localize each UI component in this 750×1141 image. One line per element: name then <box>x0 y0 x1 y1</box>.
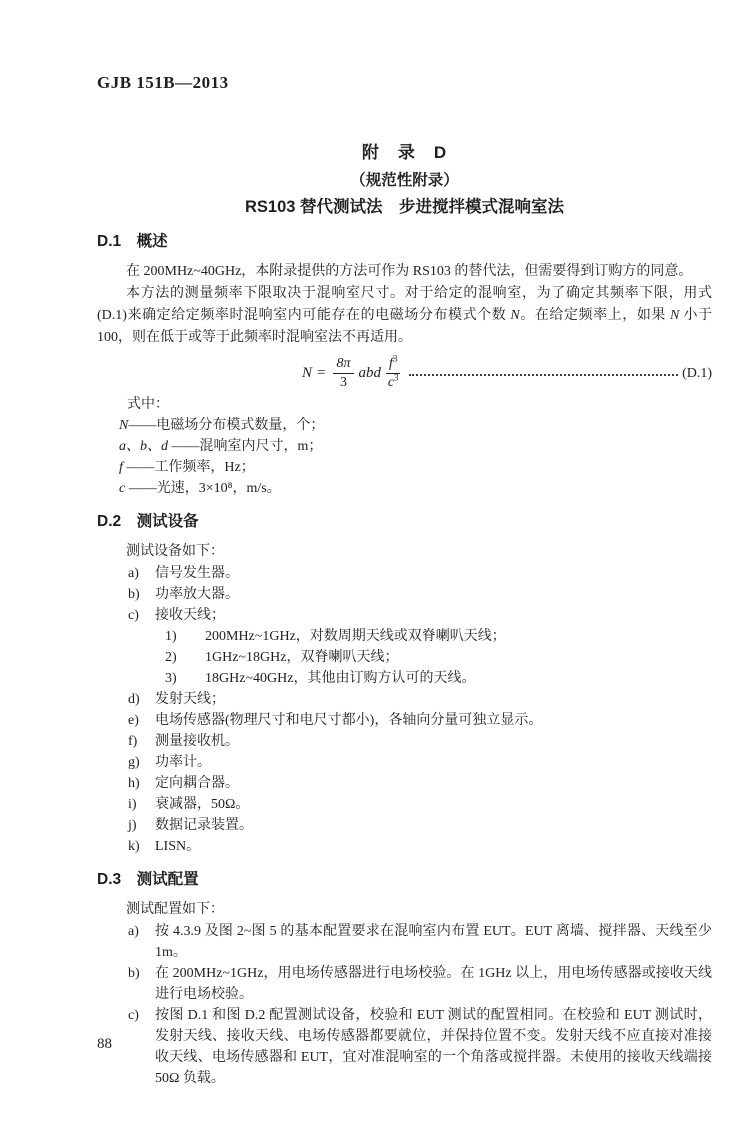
d2-intro: 测试设备如下： <box>126 544 224 560</box>
where-item-n: N——电磁场分布模式数量，个； <box>119 418 325 434</box>
d2-equipment-list <box>128 563 712 857</box>
list-item-c: c) 接收天线； <box>128 608 225 624</box>
list-item-d: d) 发射天线； <box>128 692 225 708</box>
sub-list-item-3: 3) 18GHz~40GHz，其他由订购方认可的天线。 <box>165 671 476 687</box>
appendix-subtitle: （规范性附录） <box>350 172 459 189</box>
equals-sign: = <box>317 365 326 382</box>
equation-d1-row <box>302 353 712 391</box>
equation-number: (D.1) <box>682 365 712 381</box>
list-item-k: k) LISN。 <box>128 839 201 855</box>
list-item-b: b) 功率放大器。 <box>128 587 239 603</box>
dotted-leader <box>409 374 678 376</box>
section-heading-d3: D.3 测试配置 <box>97 871 199 889</box>
appendix-title-block <box>97 141 712 219</box>
d1-paragraph-1: 在 200MHz~40GHz，本附录提供的方法可作为 RS103 的替代法，但需要得到订购方的同意。 <box>126 264 693 279</box>
list-item-b: b) 在 200MHz~1GHz，用电场传感器进行电场校验。在 1GHz 以上，用电场传感器或接收天线进行电场校验。 <box>128 966 712 1003</box>
list-item-c: c) 按图 D.1 和图 D.2 配置测试设备，校验和 EUT 测试的配置相同。在校验和 EUT 测试时，发射天线、接收天线、电场传感器都要就位，并保持位置不变。发射天线不应直接对准接收天线、电场传感器和 EUT，宜对准混响室的一个角落或搅拌器。未使用的接收天线端接 50Ω 负载。 <box>128 1008 712 1087</box>
list-item-f: f) 测量接收机。 <box>128 734 239 750</box>
d3-intro: 测试配置如下： <box>126 902 224 918</box>
section-heading-d1: D.1 概述 <box>97 233 168 250</box>
section-heading-d2: D.2 测试设备 <box>97 513 199 531</box>
d1-paragraph-2 <box>97 283 712 349</box>
list-item-a: a) 信号发生器。 <box>128 566 239 582</box>
fraction-f3-over-c3: $\frac{f^3}{c^3}$ <box>387 353 399 391</box>
where-list <box>119 415 712 499</box>
appendix-title: 附 录 D <box>361 143 448 162</box>
appendix-method-title: RS103 替代测试法 步进搅拌模式混响室法 <box>244 198 565 216</box>
fraction-8pi-over-3: $\frac{8\pi}{3}$ <box>333 356 353 391</box>
equation-abd: abd <box>358 365 381 382</box>
equation-d1 <box>302 353 403 391</box>
where-item-c: c ——光速，3×10⁸，m/s。 <box>119 481 281 497</box>
list-item-e: e) 电场传感器(物理尺寸和电尺寸都小)，各轴向分量可独立显示。 <box>128 713 543 729</box>
page-number: 88 <box>97 1036 112 1052</box>
variable-n: N <box>670 308 680 323</box>
where-item-f: f ——工作频率，Hz； <box>119 460 255 476</box>
equation-lhs: N <box>302 365 313 382</box>
list-item-g: g) 功率计。 <box>128 755 211 771</box>
d1-paragraph-2-text: 本方法的测量频率下限取决于混响室尺寸。对于给定的混响室，为了确定其频率下限，用式(D.1)来确定给定频率时混响室内可能存在的电磁场分布模式个数 <box>97 286 712 323</box>
document-code: GJB 151B—2013 <box>97 73 229 92</box>
d1-paragraph-2-text: 。在给定频率上，如果 <box>519 308 671 323</box>
list-item-h: h) 定向耦合器。 <box>128 776 239 792</box>
list-item-j: j) 数据记录装置。 <box>128 818 253 834</box>
d3-configuration-list <box>128 921 712 1089</box>
variable-n: N <box>510 308 520 323</box>
d1-paragraph-2-text: 小于 100，则在低于或等于此频率时混响室法不再适用。 <box>97 308 713 345</box>
sub-list-item-1: 1) 200MHz~1GHz，对数周期天线或双脊喇叭天线； <box>165 629 506 645</box>
list-item-a: a) 按 4.3.9 及图 2~图 5 的基本配置要求在混响室内布置 EUT。EUT 离墙、搅拌器、天线至少 1m。 <box>128 924 712 961</box>
where-label: 式中： <box>127 397 169 413</box>
sub-list-item-2: 2) 1GHz~18GHz，双脊喇叭天线； <box>165 650 399 666</box>
where-item-abd: a、b、d ——混响室内尺寸，m； <box>119 439 323 455</box>
list-item-i: i) 衰减器，50Ω。 <box>128 797 250 813</box>
